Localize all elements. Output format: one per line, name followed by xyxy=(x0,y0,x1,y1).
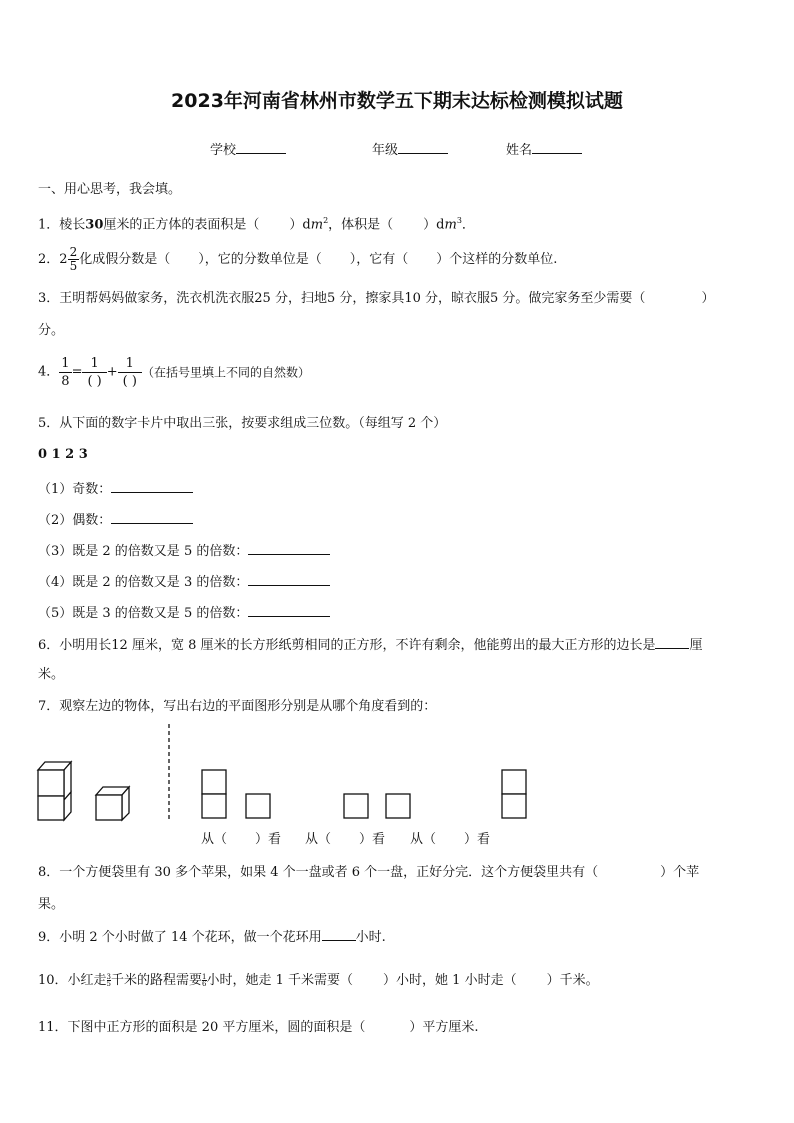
view-label-2: 从（ ）看 xyxy=(305,832,386,847)
school-label: 学校 xyxy=(210,143,237,158)
name-label: 姓名 xyxy=(506,143,533,158)
question-5: 5．从下面的数字卡片中取出三张，按要求组成三位数。（每组写 2 个） xyxy=(38,416,447,431)
question-7: 7．观察左边的物体，写出右边的平面图形分别是从哪个角度看到的： xyxy=(38,699,437,714)
single-cube xyxy=(96,787,129,820)
page-title: 2023年河南省林州市数学五下期末达标检测模拟试题 xyxy=(171,90,623,112)
q5-item-3: （3）既是 2 的倍数又是 5 的倍数： xyxy=(38,541,330,561)
question-10: 10．小红走 $\frac{3}{5}$ 千米的路程需要 $\frac{1}{6}$ 小时，她走 1 千米需要（ ）小时，她 1 小时走（ ）千米。 xyxy=(38,973,599,988)
question-1: 1．棱长30厘米的正方体的表面积是（ ）$dm^2$，体积是（ ）$dm^3$． xyxy=(38,216,475,233)
question-6: 6．小明用长12 厘米，宽 8 厘米的长方形纸剪相同的正方形，不许有剩余，他能剪出的最大正方形的边长是 厘 xyxy=(38,635,703,655)
question-3: 3．王明帮妈妈做家务，洗衣机洗衣服25 分，扫地5 分，擦家具10 分，晾衣服5 分。做完家务至少需要（ ） xyxy=(38,291,715,306)
question-6-cont: 米。 xyxy=(38,667,65,682)
question-3-cont: 分。 xyxy=(38,323,65,338)
question-8: 8．一个方便袋里有 30 多个苹果，如果 4 个一盘或者 6 个一盘，正好分完．这个方便袋里共有（ ）个苹 xyxy=(38,865,700,880)
digit-cards: 0 1 2 3 xyxy=(38,447,88,462)
section-heading: 一、用心思考，我会填。 xyxy=(38,182,182,197)
question-8-cont: 果。 xyxy=(38,897,65,912)
q5-item-2: （2）偶数： xyxy=(38,510,193,530)
q5-item-5: （5）既是 3 的倍数又是 5 的倍数： xyxy=(38,603,330,623)
view-label-1: 从（ ）看 xyxy=(201,832,282,847)
question-9: 9．小明 2 个小时做了 14 个花环，做一个花环用 小时. xyxy=(38,927,386,947)
grade-label: 年级 xyxy=(372,143,399,158)
stacked-cubes xyxy=(38,762,71,820)
question-2: 2．2 $\frac{2}{5}$ 化成假分数是（ ），它的分数单位是（ ），它有（ ）个这样的分数单位. xyxy=(38,245,558,273)
mixed-fraction: $\frac{2}{5}$ xyxy=(69,245,78,273)
question-11: 11．下图中正方形的面积是 20 平方厘米，圆的面积是（ ）平方厘米. xyxy=(38,1020,479,1035)
q5-item-4: （4）既是 2 的倍数又是 3 的倍数： xyxy=(38,572,330,592)
question-4: 4． $\frac{1}{8}$ = $\frac{1}{( )}$ + $\frac{1}{( )}$ （在括号里填上不同的自然数） xyxy=(38,356,310,389)
view-label-3: 从（ ）看 xyxy=(410,832,491,847)
q5-item-1: （1）奇数： xyxy=(38,479,193,499)
